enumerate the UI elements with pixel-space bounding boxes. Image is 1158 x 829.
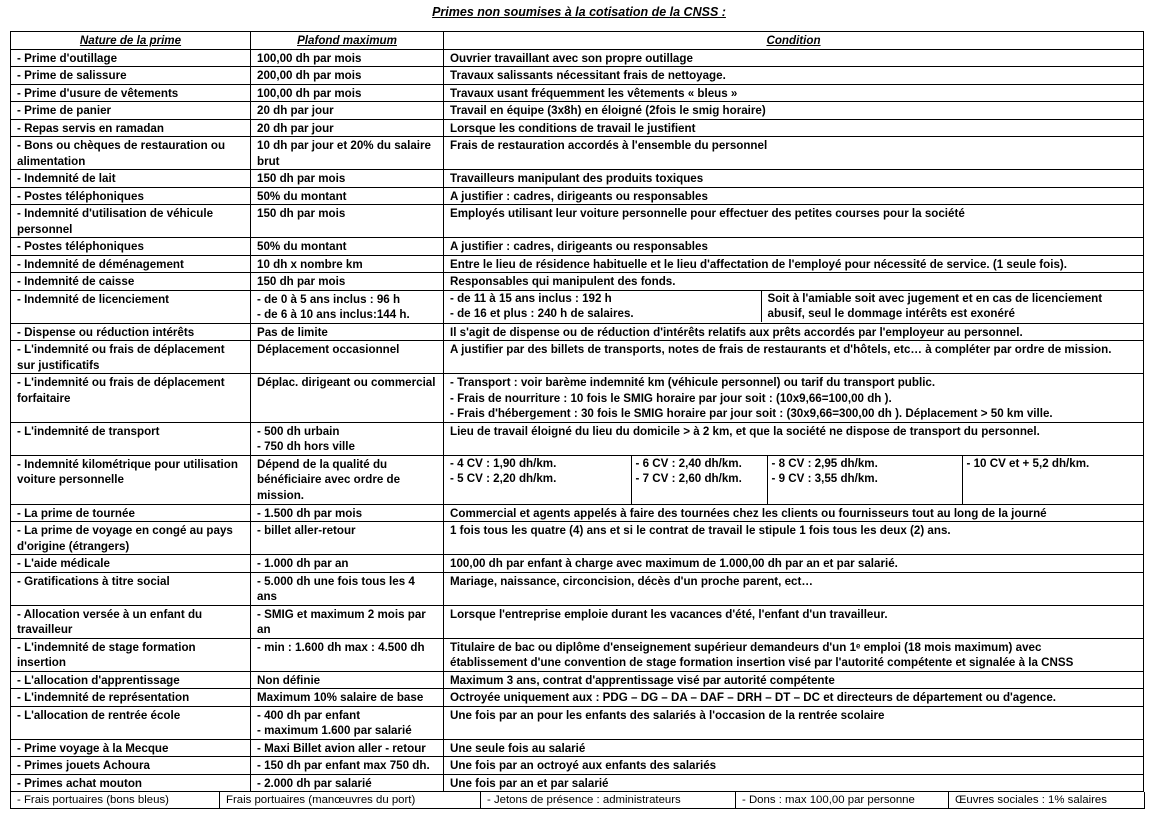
table-row (11, 605, 1144, 638)
nature-cell: - L'aide médicale (11, 555, 251, 573)
nature-cell: - Prime de panier (11, 102, 251, 120)
footer-row (10, 792, 1145, 809)
plafond-cell (251, 422, 444, 455)
table-row-kilometrique (11, 455, 1144, 504)
condition-line: - de 11 à 15 ans inclus : 192 h (450, 291, 612, 305)
table-row (11, 522, 1144, 555)
nature-cell: - La prime de voyage en congé au pays d'origine (étrangers) (11, 522, 251, 555)
condition-cell: A justifier : cadres, dirigeants ou responsables (444, 238, 1144, 256)
condition-cell: Travailleurs manipulant des produits toxiques (444, 170, 1144, 188)
nature-cell: - L'indemnité de stage formation insertion (11, 638, 251, 671)
nature-cell: - L'indemnité ou frais de déplacement forfaitaire (11, 374, 251, 423)
plafond-cell: 150 dh par mois (251, 273, 444, 291)
table-row (11, 255, 1144, 273)
footer-cell: - Dons : max 100,00 par personne (735, 792, 948, 808)
nature-cell: - Indemnité de lait (11, 170, 251, 188)
plafond-cell: 50% du montant (251, 238, 444, 256)
condition-cell: Une seule fois au salarié (444, 739, 1144, 757)
cv-group (444, 456, 631, 504)
cv-rate: - 6 CV : 2,40 dh/km. (635, 456, 742, 470)
cv-group (962, 456, 1143, 504)
table-row (11, 119, 1144, 137)
nature-cell: - Gratifications à titre social (11, 572, 251, 605)
condition-cell: Lorsque l'entreprise emploie durant les vacances d'été, l'enfant d'un travailleur. (444, 605, 1144, 638)
plafond-cell: - 2.000 dh par salarié (251, 774, 444, 792)
cv-rate: - 10 CV et + 5,2 dh/km. (966, 456, 1090, 470)
condition-cell: Il s'agit de dispense ou de réduction d'intérêts relatifs aux prêts accordés par l'employeur au personnel. (444, 323, 1144, 341)
table-row (11, 273, 1144, 291)
condition-cell (444, 290, 1144, 323)
table-row (11, 84, 1144, 102)
plafond-cell: 150 dh par mois (251, 205, 444, 238)
footer-cell: Frais portuaires (manœuvres du port) (219, 792, 480, 808)
table-row (11, 137, 1144, 170)
nature-cell: - Allocation versée à un enfant du travailleur (11, 605, 251, 638)
nature-cell: - La prime de tournée (11, 504, 251, 522)
plafond-cell: 20 dh par jour (251, 119, 444, 137)
plafond-cell: - billet aller-retour (251, 522, 444, 555)
nature-cell: - L'indemnité de représentation (11, 689, 251, 707)
table-row (11, 205, 1144, 238)
condition-cell (444, 374, 1144, 423)
table-row-stage (11, 638, 1144, 671)
header-row (11, 32, 1144, 50)
plafond-cell: Dépend de la qualité du bénéficiaire avec ordre de mission. (251, 455, 444, 504)
condition-line: - de 16 et plus : 240 h de salaires. (450, 307, 634, 320)
table-row (11, 555, 1144, 573)
condition-cell: A justifier par des billets de transports, notes de frais de restaurants et d'hôtels, etc… à compléter par ordre de mission. (444, 341, 1144, 374)
table-row-transport (11, 422, 1144, 455)
condition-cell: Commercial et agents appelés à faire des tournées chez les clients ou fournisseurs tout au long de la journé (444, 504, 1144, 522)
table-row-rentree (11, 706, 1144, 739)
table-row (11, 572, 1144, 605)
condition-cell: Employés utilisant leur voiture personnelle pour effectuer des petites courses pour la société (444, 205, 1144, 238)
plafond-cell: - 150 dh par enfant max 750 dh. (251, 757, 444, 775)
plafond-cell: 20 dh par jour (251, 102, 444, 120)
table-row-licenciement (11, 290, 1144, 323)
plafond-line: - de 6 à 10 ans inclus:144 h. (257, 308, 410, 321)
plafond-cell: 100,00 dh par mois (251, 49, 444, 67)
condition-cell: Travail en équipe (3x8h) en éloigné (2fois le smig horaire) (444, 102, 1144, 120)
plafond-cell: 50% du montant (251, 187, 444, 205)
nature-cell: - L'allocation d'apprentissage (11, 671, 251, 689)
plafond-cell: - 5.000 dh une fois tous les 4 ans (251, 572, 444, 605)
nature-cell: - Indemnité d'utilisation de véhicule personnel (11, 205, 251, 238)
table-row (11, 323, 1144, 341)
condition-line: - Frais de nourriture : 10 fois le SMIG horaire par jour soit : (10x9,66=100,00 dh ). (450, 391, 892, 405)
nature-cell: - L'allocation de rentrée école (11, 706, 251, 739)
primes-table (10, 31, 1144, 792)
nature-cell: - Primes achat mouton (11, 774, 251, 792)
condition-cell: A justifier : cadres, dirigeants ou responsables (444, 187, 1144, 205)
table-row (11, 238, 1144, 256)
header-plafond: Plafond maximum (251, 32, 444, 50)
nature-cell: - Indemnité de licenciement (11, 290, 251, 323)
nature-cell: - Postes téléphoniques (11, 187, 251, 205)
plafond-line: - 750 dh hors ville (257, 440, 355, 453)
table-row (11, 67, 1144, 85)
condition-cell (444, 455, 1144, 504)
condition-cell: Entre le lieu de résidence habituelle et le lieu d'affectation de l'employé pour nécessité de service. (1 seule fois). (444, 255, 1144, 273)
nature-cell: - Prime voyage à la Mecque (11, 739, 251, 757)
header-condition: Condition (444, 32, 1144, 50)
condition-cell: Une fois par an et par salarié (444, 774, 1144, 792)
plafond-cell: - 1.500 dh par mois (251, 504, 444, 522)
table-row (11, 739, 1144, 757)
condition-cell: Maximum 3 ans, contrat d'apprentissage visé par autorité compétente (444, 671, 1144, 689)
nature-cell: - Indemnité kilométrique pour utilisation voiture personnelle (11, 455, 251, 504)
nature-cell: - Prime d'outillage (11, 49, 251, 67)
table-row (11, 689, 1144, 707)
nature-cell: - Primes jouets Achoura (11, 757, 251, 775)
table-row (11, 102, 1144, 120)
plafond-cell (251, 290, 444, 323)
plafond-cell: Déplacement occasionnel (251, 341, 444, 374)
condition-cell: Travaux usant fréquemment les vêtements « bleus » (444, 84, 1144, 102)
cv-rate: - 9 CV : 3,55 dh/km. (771, 472, 878, 485)
plafond-line: - maximum 1.600 par salarié (257, 724, 412, 737)
plafond-cell: 100,00 dh par mois (251, 84, 444, 102)
plafond-cell: - Maxi Billet avion aller - retour (251, 739, 444, 757)
plafond-cell: Pas de limite (251, 323, 444, 341)
plafond-cell: - SMIG et maximum 2 mois par an (251, 605, 444, 638)
plafond-cell (251, 706, 444, 739)
plafond-cell: 200,00 dh par mois (251, 67, 444, 85)
condition-line: établissement d'une convention de stage formation insertion visé par l'autorité compétente et signalée à la CNSS (450, 656, 1074, 669)
condition-sub: Soit à l'amiable soit avec jugement et en cas de licenciement abusif, seul le dommage intérêts est exonéré (761, 291, 1143, 322)
page-title: Primes non soumises à la cotisation de la CNSS : (432, 5, 726, 19)
plafond-cell: - 1.000 dh par an (251, 555, 444, 573)
nature-cell: - Repas servis en ramadan (11, 119, 251, 137)
condition-cell: Une fois par an pour les enfants des salariés à l'occasion de la rentrée scolaire (444, 706, 1144, 739)
footer-cell: - Frais portuaires (bons bleus) (17, 794, 169, 806)
nature-cell: - Bons ou chèques de restauration ou alimentation (11, 137, 251, 170)
table-row-forfaitaire (11, 374, 1144, 423)
condition-cell (444, 638, 1144, 671)
table-row (11, 341, 1144, 374)
plafond-cell: - min : 1.600 dh max : 4.500 dh (251, 638, 444, 671)
cv-rate: - 8 CV : 2,95 dh/km. (771, 456, 878, 470)
plafond-line: - 400 dh par enfant (257, 708, 361, 722)
table-row (11, 757, 1144, 775)
table-row (11, 774, 1144, 792)
condition-cell: Frais de restauration accordés à l'ensemble du personnel (444, 137, 1144, 170)
nature-cell: - Prime de salissure (11, 67, 251, 85)
condition-line: - Transport : voir barème indemnité km (véhicule personnel) ou tarif du transport public. (450, 376, 936, 389)
cv-group (767, 456, 962, 504)
nature-cell: - Dispense ou réduction intérêts (11, 323, 251, 341)
table-row (11, 187, 1144, 205)
cv-rate: - 5 CV : 2,20 dh/km. (450, 472, 557, 485)
condition-cell: Ouvrier travaillant avec son propre outillage (444, 49, 1144, 67)
plafond-line: - 500 dh urbain (257, 424, 340, 438)
nature-cell: - L'indemnité de transport (11, 422, 251, 455)
cv-rate: - 4 CV : 1,90 dh/km. (450, 456, 557, 470)
condition-cell: Responsables qui manipulent des fonds. (444, 273, 1144, 291)
footer-cell: - Jetons de présence : administrateurs (480, 792, 735, 808)
condition-line: - Frais d'hébergement : 30 fois le SMIG horaire par jour soit : (30x9,66=300,00 dh ). Déplacement > 50 km ville. (450, 407, 1053, 420)
nature-cell: - Prime d'usure de vêtements (11, 84, 251, 102)
nature-cell: - Postes téléphoniques (11, 238, 251, 256)
nature-cell: - Indemnité de caisse (11, 273, 251, 291)
condition-cell: Lorsque les conditions de travail le justifient (444, 119, 1144, 137)
footer-cell: Œuvres sociales : 1% salaires (948, 792, 1144, 808)
cv-group (631, 456, 767, 504)
header-nature: Nature de la prime (11, 32, 251, 50)
cv-rate: - 7 CV : 2,60 dh/km. (635, 472, 742, 485)
table-row (11, 504, 1144, 522)
table-row (11, 671, 1144, 689)
condition-cell: Octroyée uniquement aux : PDG – DG – DA – DAF – DRH – DT – DC et directeurs de département ou d'agence. (444, 689, 1144, 707)
plafond-cell: Maximum 10% salaire de base (251, 689, 444, 707)
condition-cell: Mariage, naissance, circoncision, décès d'un proche parent, ect… (444, 572, 1144, 605)
condition-sub (444, 291, 761, 322)
plafond-cell: 10 dh par jour et 20% du salaire brut (251, 137, 444, 170)
condition-cell: Lieu de travail éloigné du lieu du domicile > à 2 km, et que la société ne dispose de transport du personnel. (444, 422, 1144, 455)
table-row (11, 170, 1144, 188)
plafond-cell: Déplac. dirigeant ou commercial (251, 374, 444, 423)
condition-line: Titulaire de bac ou diplôme d'enseignement supérieur demandeurs d'un 1ᵉ emploi (18 mois maximum) avec (450, 640, 1042, 654)
condition-cell: Travaux salissants nécessitant frais de nettoyage. (444, 67, 1144, 85)
nature-cell: - Indemnité de déménagement (11, 255, 251, 273)
nature-cell: - L'indemnité ou frais de déplacement sur justificatifs (11, 341, 251, 374)
condition-cell: 100,00 dh par enfant à charge avec maximum de 1.000,00 dh par an et par salarié. (444, 555, 1144, 573)
plafond-cell: Non définie (251, 671, 444, 689)
plafond-cell: 10 dh x nombre km (251, 255, 444, 273)
table-row (11, 49, 1144, 67)
plafond-cell: 150 dh par mois (251, 170, 444, 188)
plafond-line: - de 0 à 5 ans inclus : 96 h (257, 292, 401, 306)
condition-cell: 1 fois tous les quatre (4) ans et si le contrat de travail le stipule 1 fois tous les deux (2) ans. (444, 522, 1144, 555)
condition-cell: Une fois par an octroyé aux enfants des salariés (444, 757, 1144, 775)
